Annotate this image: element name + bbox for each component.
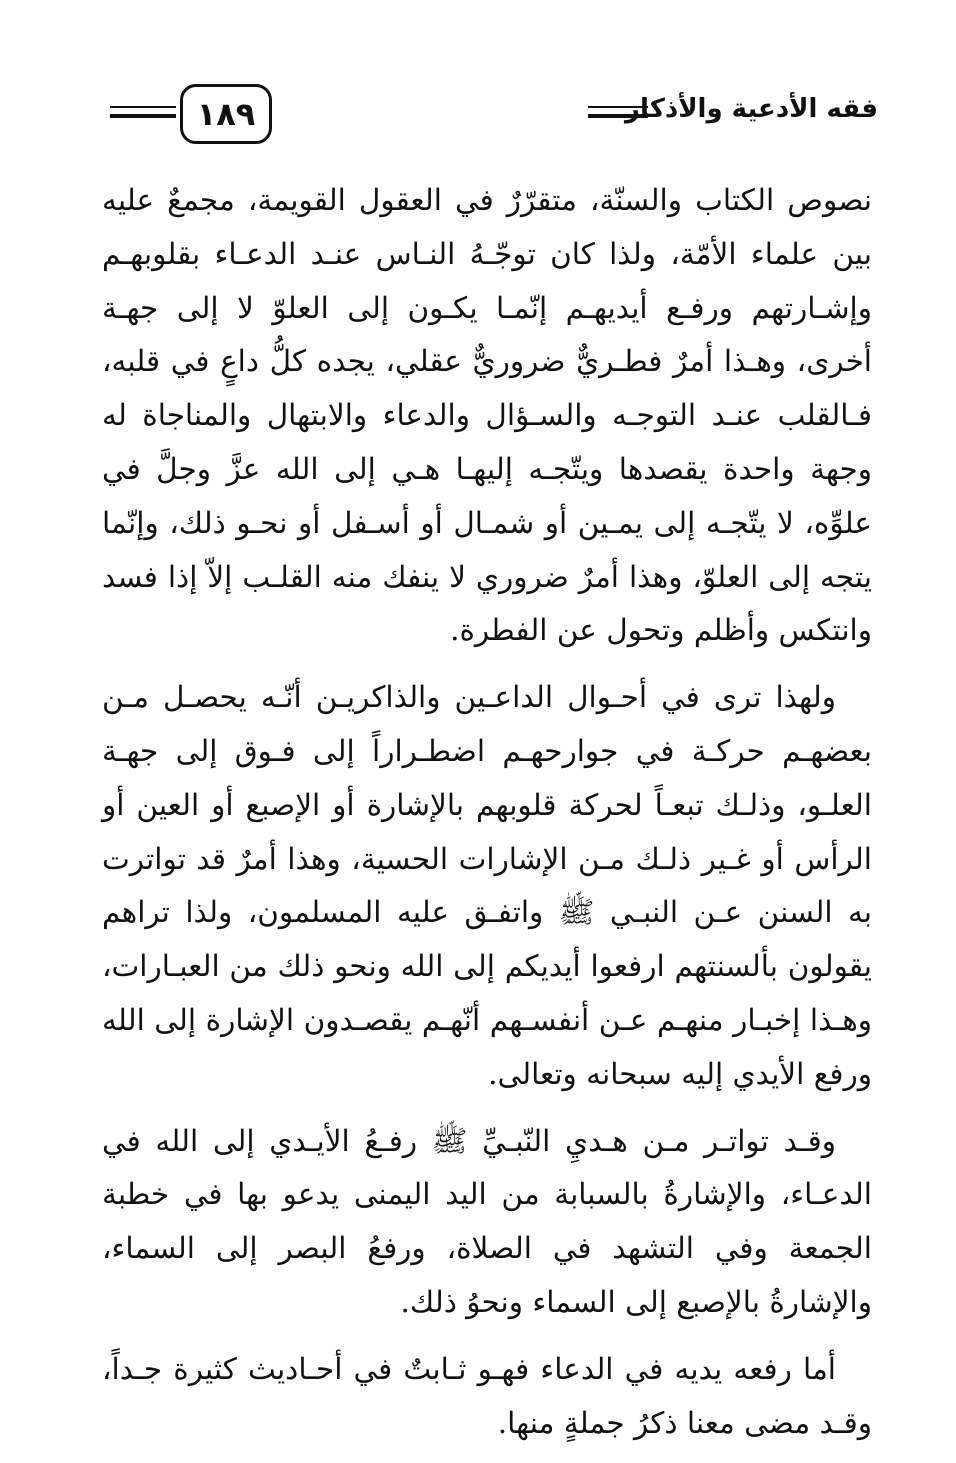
- header-rule-left: [110, 106, 176, 118]
- paragraph-2: ولهذا ترى في أحـوال الداعـين والذاكريـن أنّـه يحصـل مـن بعضهـم حركـة في جوارحهـم اضطـراراً إلى فـوق إلى جهـة العلـو، وذلـك تبعـاً لحركة قلوبهم بالإشارة أو الإصبع أو العين أو الرأس أو غـير ذلـك مـن الإشارات الحسية، وهذا أمرٌ قد تواترت به السنن عـن النبـي ﷺ واتفـق عليه المسلمون، ولذا تراهم يقولون بألسنتهم ارفعوا أيديكم إلى الله ونحو ذلك من العبـارات، وهـذا إخبـار منهـم عـن أنفسـهم أنّهـم يقصـدون الإشارة إلى الله ورفع الأيدي إليه سبحانه وتعالى.: [102, 680, 872, 1091]
- paragraph-4: أما رفعه يديه في الدعاء فهـو ثـابتٌ في أحـاديث كثيرة جـداً، وقـد مضى معنا ذكرُ جملةٍ منها.: [102, 1351, 872, 1440]
- header-rule-right: [588, 106, 648, 118]
- body-text: [102, 174, 872, 1463]
- page-header: [110, 84, 878, 146]
- paragraph-3: وقـد تواتـر مـن هـديِ النّبـيِّ ﷺ رفـعُ الأيـدي إلى الله في الدعـاء، والإشارةُ بالسبابة من اليد اليمنى يدعو بها في خطبة الجمعة وفي التشهد في الصلاة، ورفعُ البصر إلى السماء، والإشارةُ بالإصبع إلى السماء ونحوُ ذلك.: [102, 1123, 872, 1319]
- running-title: فقه الأدعية والأذكار: [625, 94, 878, 124]
- page-number-badge: ١٨٩: [180, 84, 272, 144]
- paragraph-1: نصوص الكتاب والسنّة، متقرّرٌ في العقول القويمة، مجمعٌ عليه بين علماء الأمّة، ولذا كان توجّـهُ النـاس عنـد الدعـاء بقلوبهـم وإشـارتهم ورفـع أيديهـم إنّمـا يكـون إلى العلوّ لا إلى جهـة أخرى، وهـذا أمرٌ فطـريٌّ ضروريٌّ عقلي، يجده كلُّ داعٍ في قلبه، فـالقلب عنـد التوجـه والسـؤال والدعاء والابتهال والمناجاة له وجهة واحدة يقصدها ويتّجـه إليهـا هـي إلى الله عزَّ وجلَّ في علوِّه، لا يتّجـه إلى يمـين أو شمـال أو أسـفل أو نحـو ذلك، وإنّما يتجه إلى العلوّ، وهذا أمرٌ ضروري لا ينفك منه القلـب إلاّ إذا فسد وانتكس وأظلم وتحول عن الفطرة.: [102, 183, 872, 648]
